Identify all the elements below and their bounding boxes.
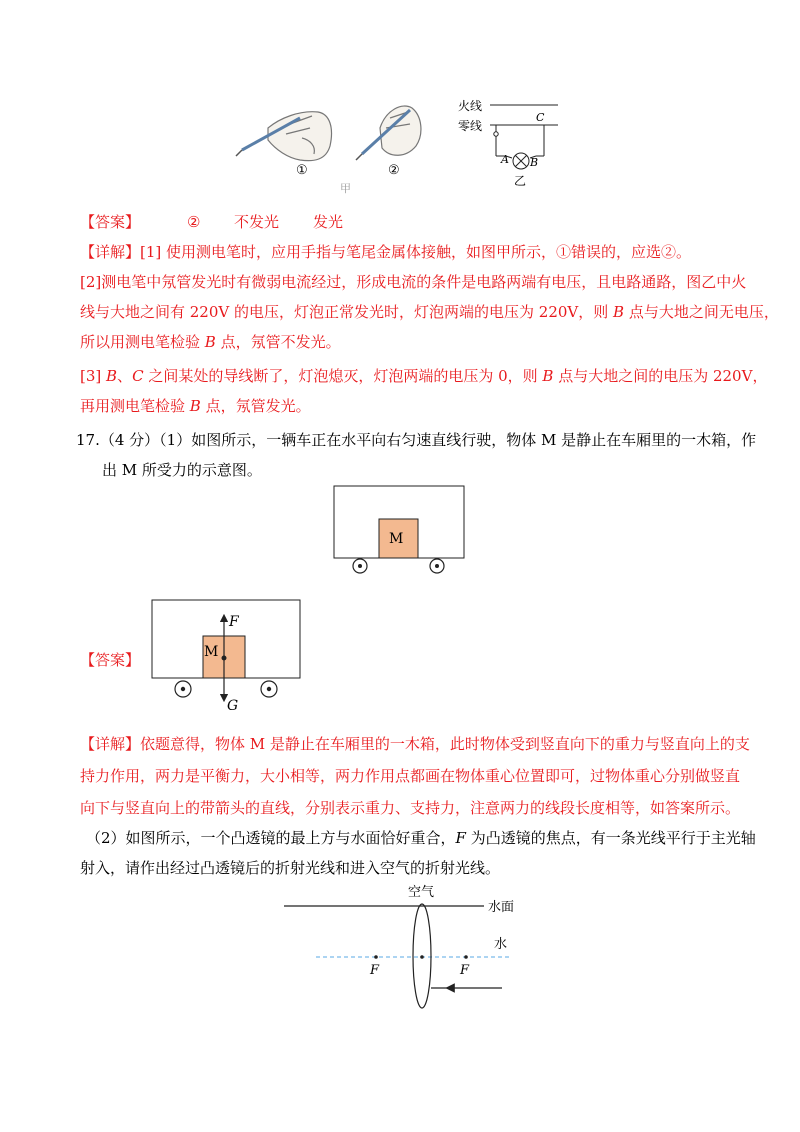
detail-tag: 【详解】: [80, 243, 141, 261]
detail16-line5: [3] B、C 之间某处的导线断了，灯泡熄灭，灯泡两端的电压为 0，则 B 点与大地之间的电压为 220V，: [80, 367, 768, 385]
electroscope-figure: [230, 88, 570, 200]
force-f-label: F: [229, 614, 239, 630]
hand-pen-2-illustration: [356, 106, 421, 160]
detail17-line3: 向下与竖直向上的带箭头的直线，分别表示重力、支持力，注意两力的线段长度相等，如答案所示。: [80, 799, 741, 817]
lens-center-point: [420, 955, 424, 959]
detail16-line3: 线与大地之间有 220V 的电压，灯泡正常发光时，灯泡两端的电压为 220V，则 B 点与大地之间无电压，: [80, 303, 779, 321]
q17-line1: 17.（4 分）（1）如图所示，一辆车正在水平向右匀速直线行驶，物体 M 是静止在车厢里的一木箱，作: [76, 431, 757, 449]
label-jia: 甲: [340, 182, 351, 195]
air-label: 空气: [408, 885, 435, 900]
label-2: ②: [388, 163, 400, 178]
point-a-label: A: [501, 153, 509, 166]
car-figure: [332, 484, 472, 576]
point-c-label: C: [536, 111, 545, 124]
answer16-line: [80, 212, 740, 232]
answer-tag: 【答案】: [80, 213, 141, 231]
water-surface-label: 水面: [488, 900, 515, 915]
detail16-line2: [2]测电笔中氖管发光时有微弱电流经过，形成电流的条件是电路两端有电压，且电路通路，图乙中火: [80, 273, 747, 291]
answer-2: 不发光: [234, 213, 280, 231]
q17-2-line1: （2）如图所示，一个凸透镜的最上方与水面恰好重合，F 为凸透镜的焦点，有一条光线平行于主光轴: [86, 829, 756, 847]
circuit-diagram: [490, 105, 558, 158]
detail17-line1: 【详解】依题意得，物体 M 是静止在车厢里的一木箱，此时物体受到竖直向下的重力与竖直向上的支: [80, 735, 750, 753]
hand-pen-1-illustration: [236, 112, 332, 161]
focus-right-point: [464, 955, 468, 959]
box-m-label: M: [389, 531, 404, 547]
water-label: 水: [494, 937, 508, 952]
q17-line2: 出 M 所受力的示意图。: [102, 461, 262, 479]
q17-2-line2: 射入，请作出经过凸透镜后的折射光线和进入空气的折射光线。: [80, 859, 501, 877]
zero-wire-label: 零线: [458, 119, 483, 133]
label-1: ①: [296, 163, 308, 178]
car-answer-figure: [150, 598, 305, 716]
focus-left-label: F: [370, 963, 380, 978]
label-yi: 乙: [514, 174, 527, 188]
box-m-answer-label: M: [204, 644, 219, 660]
focus-right-label: F: [460, 963, 470, 978]
fire-wire-label: 火线: [458, 99, 483, 113]
lens-figure: [280, 882, 530, 1012]
answer-1: ②: [187, 213, 201, 231]
detail16-line1: 【详解】[1] 使用测电笔时，应用手指与笔尾金属体接触，如图甲所示，①错误的，应选②。: [80, 243, 692, 261]
focus-left-point: [374, 955, 378, 959]
detail17-line2: 持力作用，两力是平衡力，大小相等，两力作用点都画在物体重心位置即可，过物体重心分别做竖直: [80, 767, 741, 785]
detail16-line6: 再用测电笔检验 B 点，氖管发光。: [80, 397, 311, 415]
point-b-label: B: [530, 156, 539, 169]
answer-3: 发光: [313, 213, 344, 231]
switch-terminal: [494, 132, 498, 136]
answer17-tag: 【答案】: [80, 651, 141, 669]
detail16-line4: 所以用测电笔检验 B 点，氖管不发光。: [80, 333, 341, 351]
force-g-label: G: [227, 698, 239, 714]
detail-tag: 【详解】: [80, 735, 141, 753]
